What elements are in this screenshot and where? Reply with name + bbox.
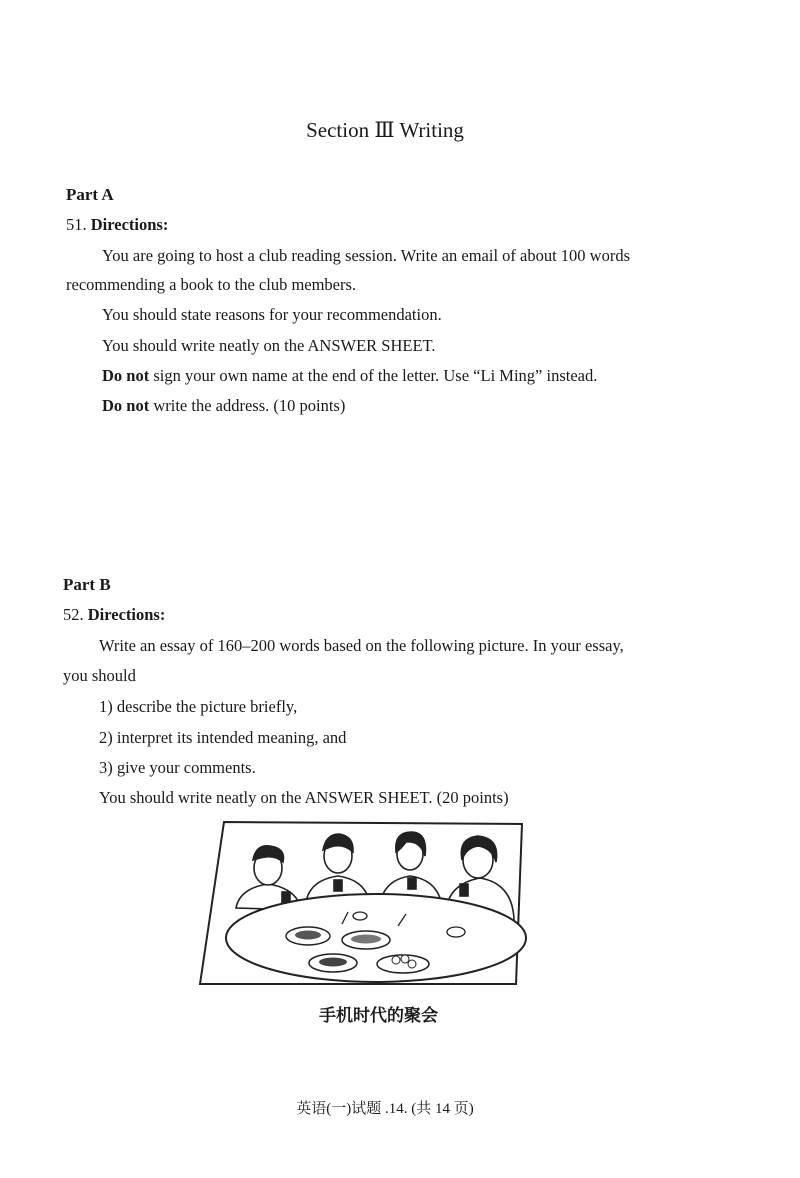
part-b-para1-line2: you should: [63, 666, 136, 685]
dinner-party-illustration: [198, 818, 528, 988]
food: [408, 960, 416, 968]
part-a-para1-line1: You are going to host a club reading session. Write an email of about 100 words: [102, 246, 631, 265]
picture-caption: 手机时代的聚会: [319, 1006, 438, 1026]
directions-label: Directions:: [90, 215, 169, 234]
part-a-para5: [102, 396, 345, 416]
part-b-para1-line1: Write an essay of 160–200 words based on the following picture. In your essay,: [99, 636, 624, 655]
food: [401, 955, 409, 963]
part-b-para2: You should write neatly on the ANSWER SHEET. (20 points): [99, 788, 509, 807]
question-number: 51.: [66, 215, 87, 234]
question-number: 52.: [63, 605, 84, 624]
part-a-para2: You should state reasons for your recommendation.: [102, 305, 442, 324]
food: [392, 956, 400, 964]
part-a-para4: [102, 366, 597, 386]
food: [351, 935, 381, 944]
part-b-heading: Part B: [63, 575, 111, 594]
question-52-header: [63, 605, 165, 625]
part-b-item2: 2) interpret its intended meaning, and: [99, 728, 347, 747]
part-a-heading: Part A: [66, 185, 114, 204]
directions-label: Directions:: [87, 605, 166, 624]
bowl: [353, 912, 367, 920]
do-not-emphasis: Do not: [102, 396, 150, 415]
page-footer: 英语(一)试题 .14. (共 14 页): [296, 1101, 474, 1117]
do-not-emphasis: Do not: [102, 366, 150, 385]
part-a-para3: You should write neatly on the ANSWER SHEET.: [102, 336, 436, 355]
part-a-para4-text: sign your own name at the end of the letter. Use “Li Ming” instead.: [149, 366, 598, 385]
part-a-para5-text: write the address. (10 points): [149, 396, 346, 415]
part-b-item3: 3) give your comments.: [99, 758, 256, 777]
part-a-para1-line2: recommending a book to the club members.: [66, 275, 357, 294]
section-title: Section Ⅲ Writing: [306, 118, 464, 142]
part-b-item1: 1) describe the picture briefly,: [99, 697, 298, 716]
bowl: [447, 927, 465, 937]
food: [295, 931, 321, 940]
question-51-header: [66, 215, 168, 235]
food: [319, 958, 347, 967]
